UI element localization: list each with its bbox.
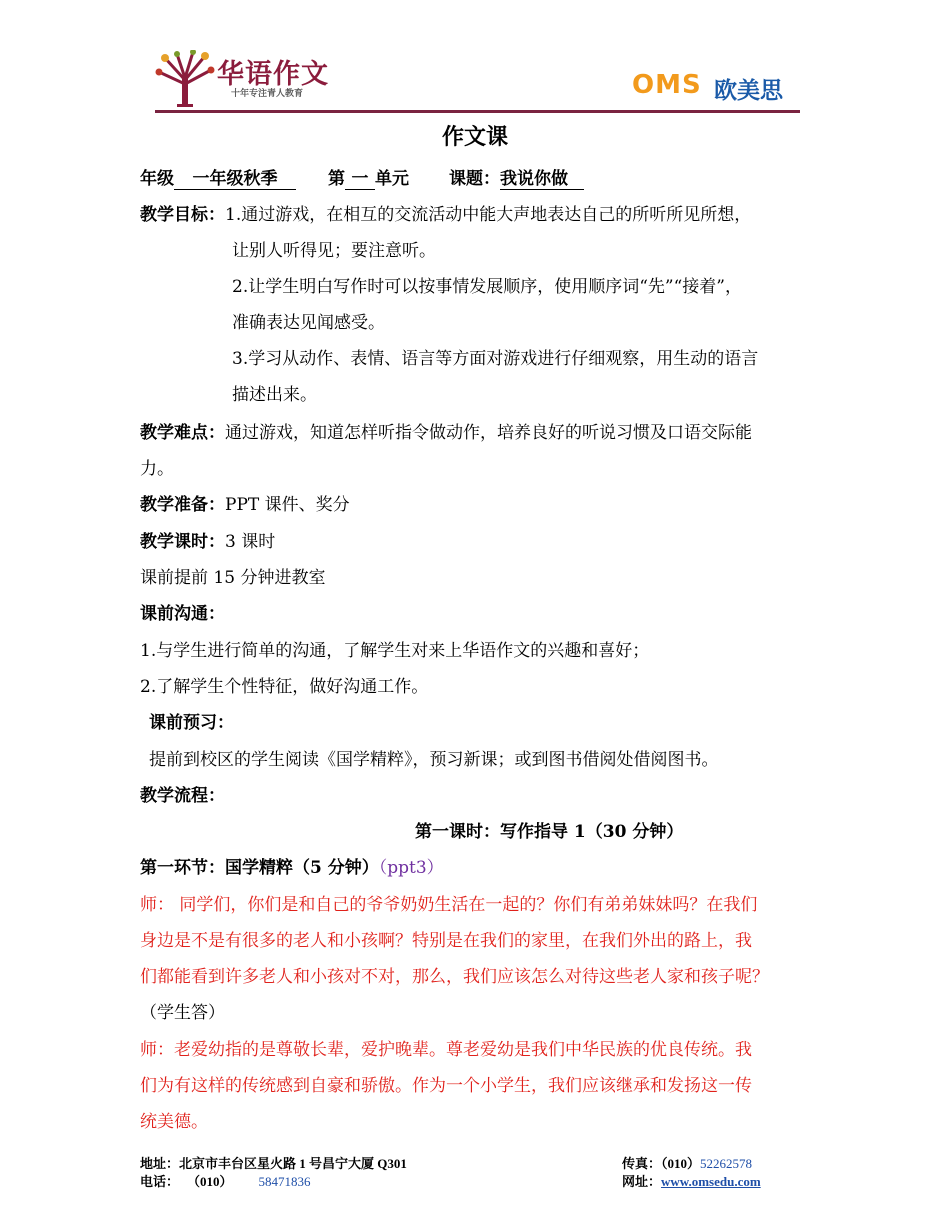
lesson-heading: 第一课时：写作指导 1（30 分钟） [415, 822, 684, 842]
phone-label: 电话： [140, 1174, 180, 1189]
difficulty-label: 教学难点： [140, 423, 225, 443]
unit-value: 一 [345, 169, 375, 190]
grade-value: 一年级秋季 [174, 169, 296, 190]
difficulty-text: 通过游戏，知道怎样听指令做动作，培养良好的听说习惯及口语交际能 [225, 423, 752, 443]
hours-line [140, 530, 275, 554]
grade-line [140, 167, 584, 191]
preparation-label: 教学准备： [140, 495, 225, 515]
brand-slogan: 十年专注青人教育 [231, 89, 304, 99]
preparation-text: PPT 课件、奖分 [225, 495, 350, 515]
section1-title: 第一环节：国学精粹（5 分钟） [140, 858, 379, 878]
unit-suffix: 单元 [375, 169, 409, 189]
website-link[interactable]: www.omsedu.com [661, 1174, 761, 1189]
dialogue-line: 们都能看到许多老人和小孩对不对，那么，我们应该怎么对待这些老人家和孩子呢？ [140, 967, 769, 987]
dialogue-line: 们为有这样的传统感到自豪和骄傲。作为一个小学生，我们应该继承和发扬这一传 [140, 1076, 752, 1096]
communication-label: 课前沟通： [140, 604, 225, 624]
footer-fax [622, 1153, 752, 1172]
objective-text: 让别人听得见；要注意听。 [232, 241, 436, 261]
difficulty-text: 力。 [140, 459, 174, 479]
dialogue-line: 身边是不是有很多的老人和小孩啊？特别是在我们的家里，在我们外出的路上，我 [140, 931, 752, 951]
communication-item: 2.了解学生个性特征，做好沟通工作。 [140, 677, 429, 697]
unit-prefix: 第 [328, 169, 345, 189]
topic-label: 课题： [449, 169, 500, 189]
objective-text: 描述出来。 [232, 385, 317, 405]
dialogue-line: 统美德。 [140, 1112, 208, 1132]
oms-logo [632, 72, 797, 102]
topic-value: 我说你做 [500, 169, 584, 190]
preview-text: 提前到校区的学生阅读《国学精粹》，预习新课；或到图书借阅处借阅图书。 [149, 750, 719, 770]
oms-latin-text: OMS [632, 70, 702, 100]
dialogue-line: 师： 同学们，你们是和自己的爷爷奶奶生活在一起的？你们有弟弟妹妹吗？在我们 [140, 895, 758, 915]
difficulty-line-1 [140, 421, 752, 445]
tree-icon [155, 50, 215, 108]
communication-item: 1.与学生进行简单的沟通，了解学生对来上华语作文的兴趣和喜好； [140, 641, 650, 661]
section1-ppt: （ppt3） [378, 858, 444, 878]
fax-number: 52262578 [700, 1156, 753, 1171]
preview-label: 课前预习： [149, 713, 234, 733]
process-label: 教学流程： [140, 786, 225, 806]
brand-name: 华语作文 [217, 59, 329, 90]
web-label: 网址： [622, 1174, 662, 1189]
objective-text: 准确表达见闻感受。 [232, 313, 385, 333]
grade-label: 年级 [140, 169, 174, 189]
address-label: 地址： [140, 1156, 180, 1171]
footer-address [140, 1153, 407, 1172]
hours-text: 3 课时 [225, 532, 276, 552]
footer-web [622, 1171, 761, 1190]
objectives-line-1 [140, 203, 751, 227]
header-divider [155, 110, 800, 113]
objectives-label: 教学目标： [140, 205, 225, 225]
oms-chinese-text: 欧美思 [714, 78, 783, 104]
huayu-logo [155, 50, 330, 108]
page-title: 作文课 [441, 124, 508, 150]
objective-text: 1.通过游戏，在相互的交流活动中能大声地表达自己的所听所见所想， [225, 205, 752, 225]
arrival-note: 课前提前 15 分钟进教室 [140, 568, 326, 588]
address-text: 北京市丰台区星火路 1 号昌宁大厦 Q301 [179, 1156, 407, 1171]
dialogue-line: 师：老爱幼指的是尊敬长辈，爱护晚辈。尊老爱幼是我们中华民族的优良传统。我 [140, 1040, 752, 1060]
preparation-line [140, 493, 350, 517]
objective-text: 3.学习从动作、表情、语言等方面对游戏进行仔细观察，用生动的语言 [232, 349, 759, 369]
phone-number: 58471836 [258, 1174, 311, 1189]
section1-heading [140, 856, 444, 880]
fax-label: 传真：（010） [622, 1156, 701, 1171]
hours-label: 教学课时： [140, 532, 225, 552]
student-answer: （学生答） [140, 1003, 225, 1023]
footer-phone [140, 1171, 311, 1190]
objective-text: 2.让学生明白写作时可以按事情发展顺序，使用顺序词“先”“接着”， [232, 277, 742, 297]
phone-area: （010） [187, 1174, 233, 1189]
